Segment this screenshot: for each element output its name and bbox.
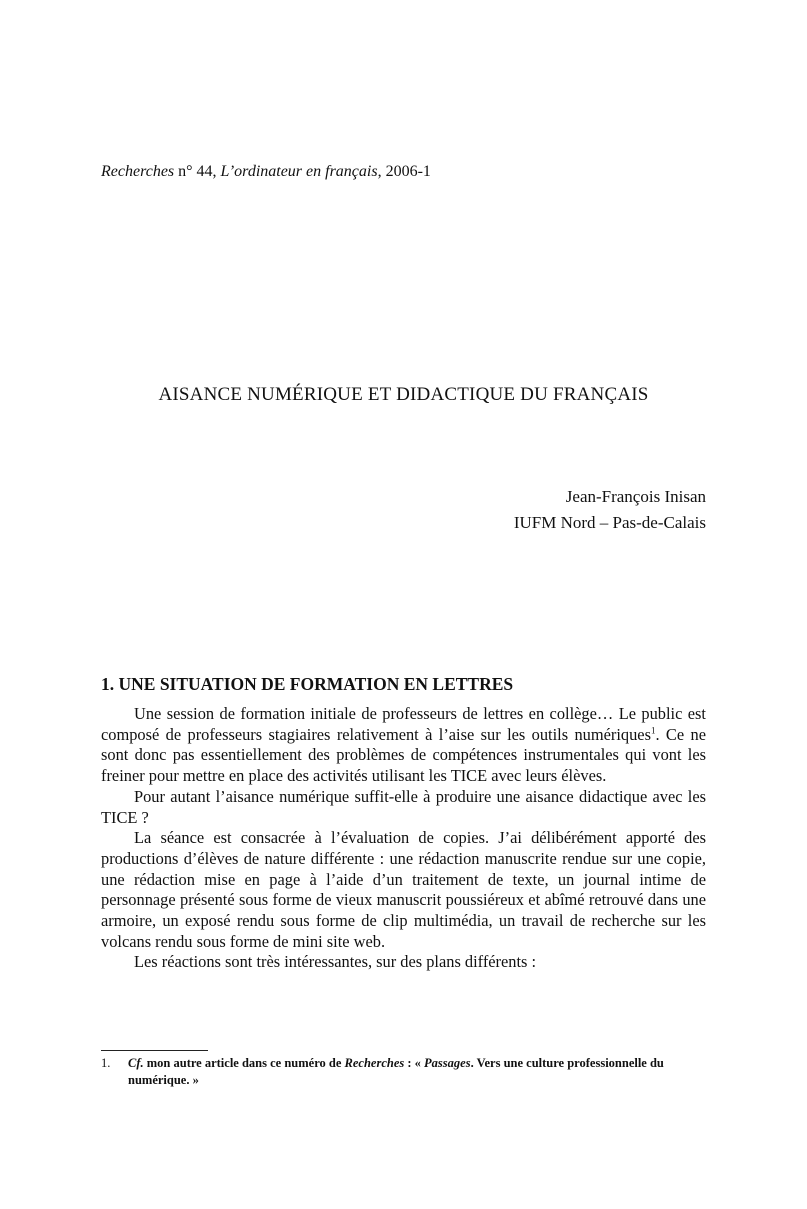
author-affiliation: IUFM Nord – Pas-de-Calais — [513, 513, 706, 532]
footnote-text-b: : « — [404, 1056, 425, 1070]
section-heading: 1. UNE SITUATION DE FORMATION EN LETTRES — [101, 674, 514, 694]
issue-number: n° 44, — [174, 163, 221, 180]
footnote-text-a: mon autre article dans ce numéro de — [143, 1056, 345, 1070]
paragraph-1 — [101, 704, 706, 787]
author-block — [514, 484, 706, 536]
paragraph-4: Les réactions sont très intéressantes, sur des plans différents : — [134, 952, 537, 972]
paragraph-3: La séance est consacrée à l’évaluation de copies. J’ai délibérément apporté des productions d’élèves de nature différente : une rédaction manuscrite rendue sur une copie, une rédaction mise en page à l’aide d’un traitement de texte, un journal intime de personnage présenté sous forme de vieux manuscrit poussiéreux et abîmé retrouvé dans une armoire, un exposé rendu sous forme de clip multimédia, un travail de recherche sur les volcans rendu sous forme de mini site web. — [101, 828, 706, 951]
footnote-separator — [101, 1050, 208, 1051]
footnote — [101, 1055, 706, 1089]
footnote-article: Passages — [424, 1056, 471, 1070]
footnote-number: 1. — [101, 1056, 111, 1070]
body-text — [101, 704, 706, 973]
running-header — [101, 163, 431, 181]
footnote-cf: Cf. — [128, 1056, 144, 1070]
paragraph-2: Pour autant l’aisance numérique suffit-elle à produire une aisance didactique avec les TICE ? — [101, 786, 706, 827]
footnote-ref: 1 — [650, 725, 656, 736]
issue-year: , 2006-1 — [377, 163, 431, 180]
footnote-text — [128, 1055, 706, 1089]
journal-name: Recherches — [101, 163, 175, 180]
article-title: AISANCE NUMÉRIQUE ET DIDACTIQUE DU FRANÇAIS — [158, 384, 649, 405]
footnote-text-c: . Vers une culture professionnelle du numérique. » — [128, 1056, 664, 1087]
paragraph-1-text-b: . Ce ne sont donc pas essentiellement des problèmes de compétences instrumentales qui vont les freiner pour mettre en place des activités utilisant les TICE avec leurs élèves. — [101, 724, 706, 786]
footnote-journal: Recherches — [344, 1056, 405, 1070]
issue-title: L’ordinateur en français — [220, 163, 378, 180]
author-name: Jean-François Inisan — [565, 487, 706, 506]
paragraph-1-text-a: Une session de formation initiale de professeurs de lettres en collège… Le public est composé de professeurs stagiaires relativement à l’aise sur les outils numériques — [101, 704, 706, 744]
